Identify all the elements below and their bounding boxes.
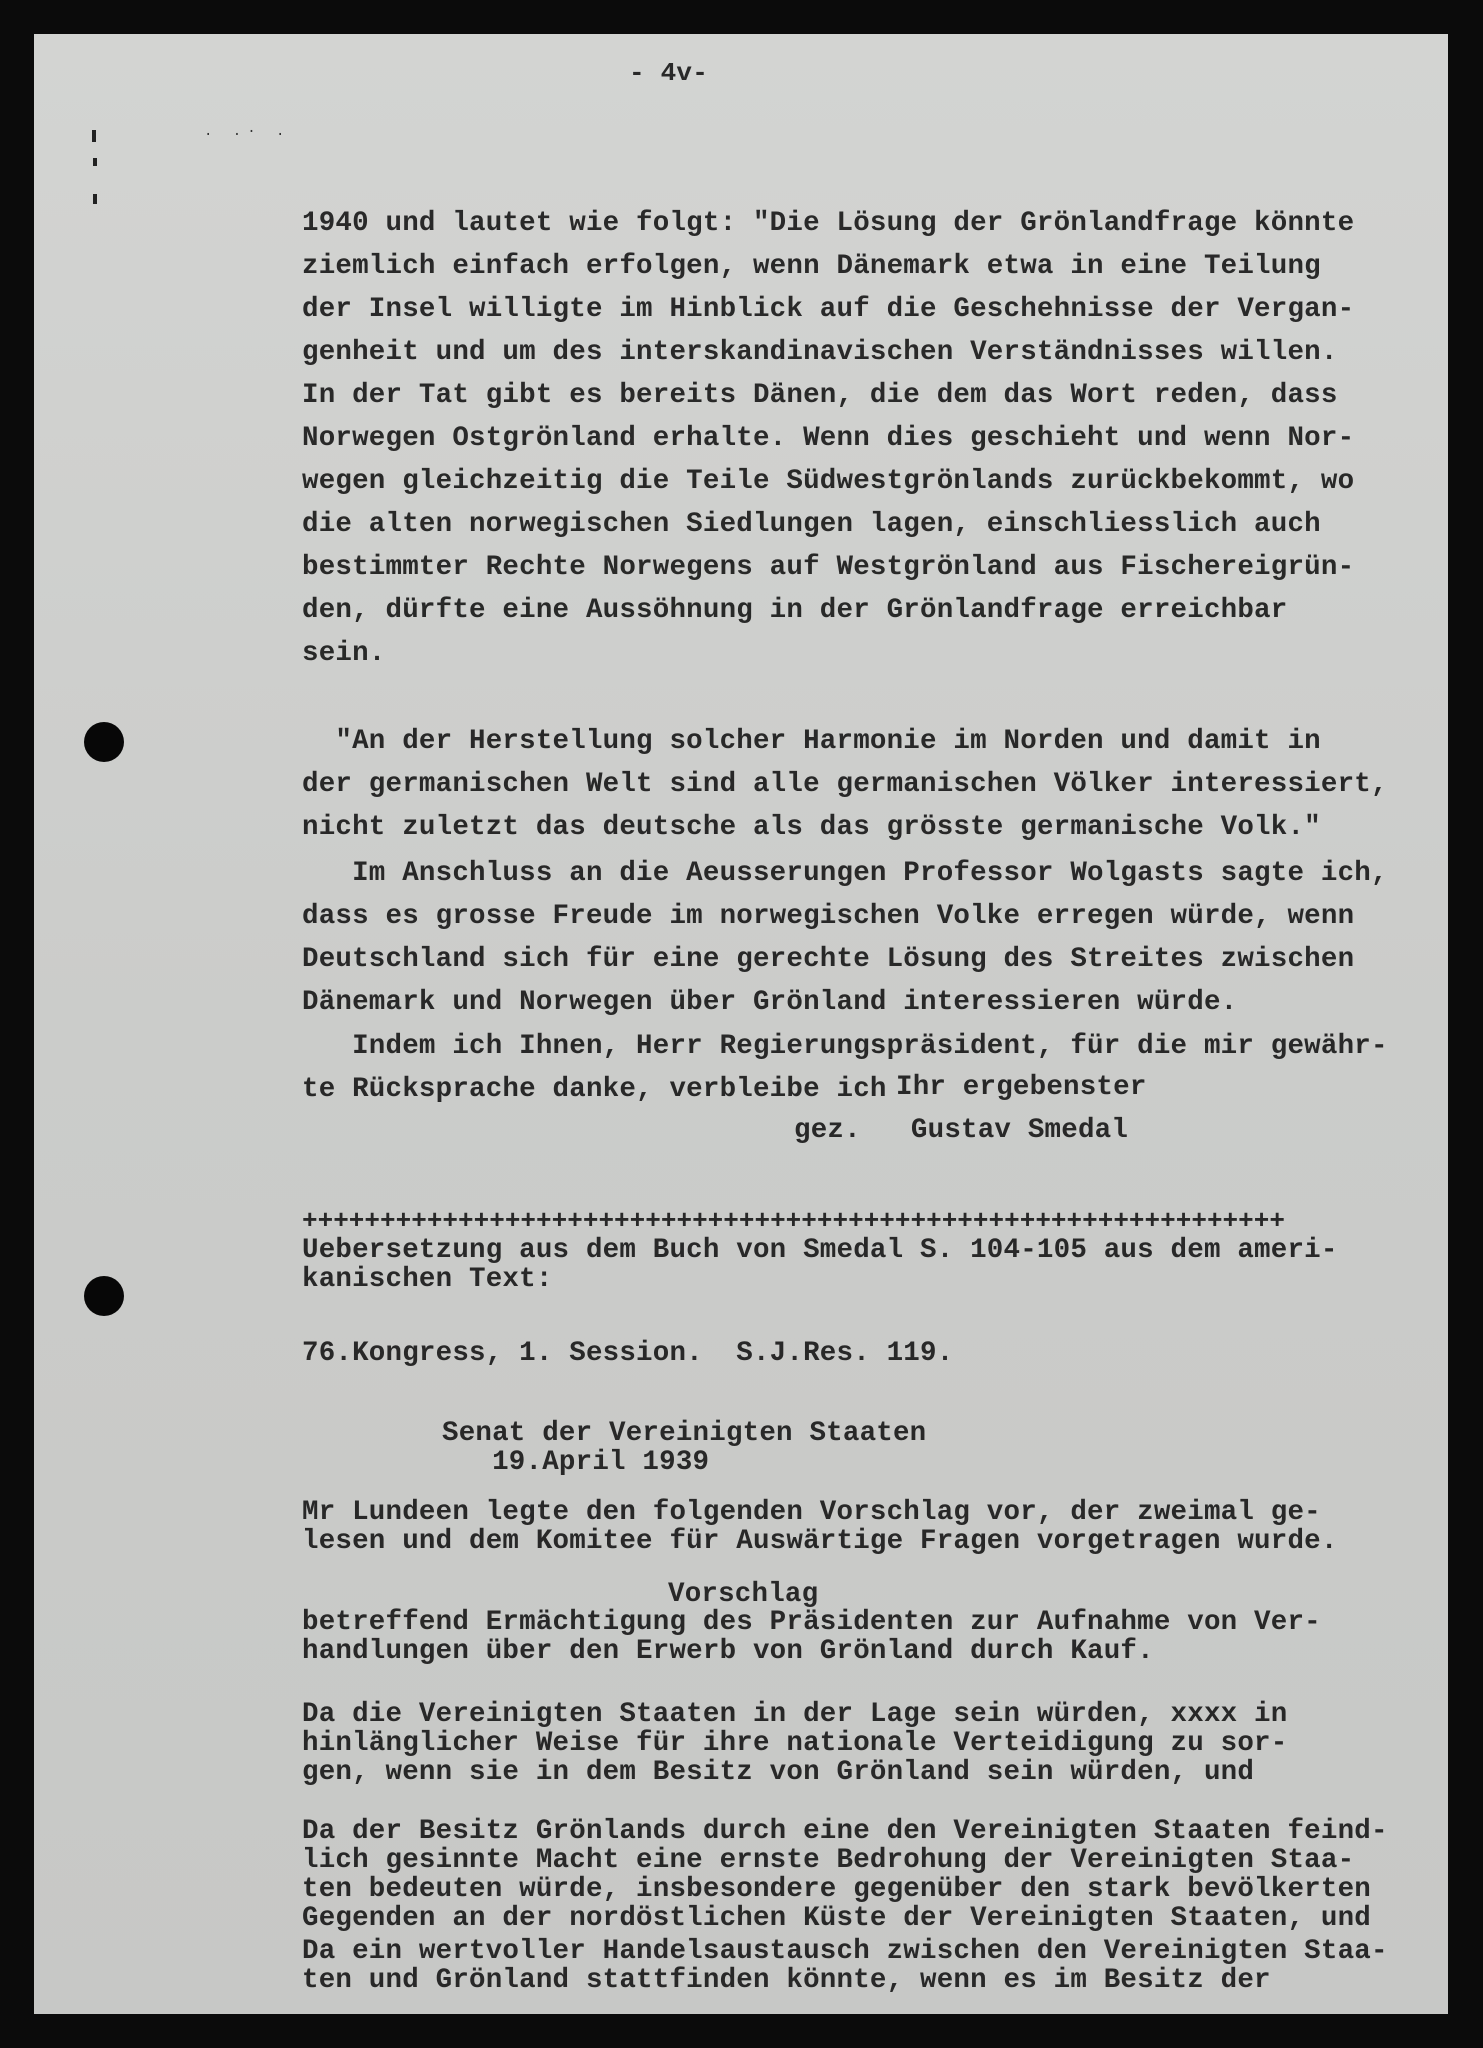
congress-reference: 76.Kongress, 1. Session. S.J.Res. 119. xyxy=(302,1338,954,1369)
proposal-subject: betreffend Ermächtigung des Präsidenten zur Aufnahme von Ver- handlungen über den Erwerb von Grönland durch Kauf. xyxy=(302,1607,1321,1667)
senate-heading: Senat der Vereinigten Staaten 19.April 1939 xyxy=(442,1418,927,1478)
letter-paragraph-response: Im Anschluss an die Aeusserungen Professor Wolgasts sagte ich, dass es grosse Freude im norwegischen Volke erregen würde, wenn Deutschland sich für eine gerechte Lösung des Streites zwischen Dänemark und Norwegen über Grönland interessieren würde. xyxy=(302,858,1388,1018)
document-page xyxy=(34,34,1448,2014)
punch-hole-lower xyxy=(84,1276,124,1316)
letter-paragraph-quote: 1940 und lautet wie folgt: "Die Lösung der Grönlandfrage könnte ziemlich einfach erfolgen, wenn Dänemark etwa in eine Teilung der Insel willigte im Hinblick auf die Geschehnisse der Vergan- genheit und um des interskandinavischen Verständnisses willen. In der Tat gibt es bereits Dänen, die dem das Wort reden, dass Norwegen Ostgrönland erhalte. Wenn dies geschieht und wenn Nor- wegen gleichzeitig die Teile Südwestgrönlands zurückbekommt, wo die alten norwegischen Siedlungen lagen, einschliesslich auch bestimmter Rechte Norwegens auf Westgrönland aus Fischereigrün- den, dürfte eine Aussöhnung in der Grönlandfrage erreichbar sein. xyxy=(302,208,1355,669)
page-number: - 4v- xyxy=(629,58,709,88)
clause-defense: Da die Vereinigten Staaten in der Lage sein würden, xxxx in hinlänglicher Weise für ihre nationale Verteidigung zu sor- gen, wenn sie in dem Besitz von Grönland sein würden, und xyxy=(302,1699,1288,1788)
separator-line: +++++++++++++++++++++++++++++++++++++++++++++++++++++++++++++++ xyxy=(302,1206,1285,1236)
closing-line: Ihr ergebenster xyxy=(896,1072,1147,1103)
margin-mark xyxy=(92,130,96,142)
margin-specks: . .· . xyxy=(204,124,291,140)
letter-paragraph-harmony: "An der Herstellung solcher Harmonie im Norden und damit in der germanischen Welt sind alle germanischen Völker interessiert, nicht zuletzt das deutsche als das grösste germanische Volk." xyxy=(302,726,1388,843)
signature-line: gez. Gustav Smedal xyxy=(794,1115,1129,1146)
clause-trade: Da ein wertvoller Handelsaustausch zwischen den Vereinigten Staa- ten und Grönland stattfinden könnte, wenn es im Besitz der xyxy=(302,1936,1388,1996)
margin-mark xyxy=(93,158,97,166)
proposal-title: Vorschlag xyxy=(668,1579,819,1610)
punch-hole-upper xyxy=(84,722,124,762)
translation-note: Uebersetzung aus dem Buch von Smedal S. 104-105 aus dem ameri- kanischen Text: xyxy=(302,1235,1338,1295)
clause-threat: Da der Besitz Grönlands durch eine den Vereinigten Staaten feind- lich gesinnte Macht eine ernste Bedrohung der Vereinigten Staa- ten bedeuten würde, insbesondere gegenüber den stark bevölkerten Gegenden an der nordöstlichen Küste der Vereinigten Staaten, und xyxy=(302,1816,1388,1934)
letter-paragraph-thanks: Indem ich Ihnen, Herr Regierungspräsident, für die mir gewähr- te Rücksprache danke, verbleibe ich xyxy=(302,1031,1388,1105)
margin-mark xyxy=(93,194,97,204)
proposal-intro: Mr Lundeen legte den folgenden Vorschlag vor, der zweimal ge- lesen und dem Komitee für Auswärtige Fragen vorgetragen wurde. xyxy=(302,1497,1338,1557)
